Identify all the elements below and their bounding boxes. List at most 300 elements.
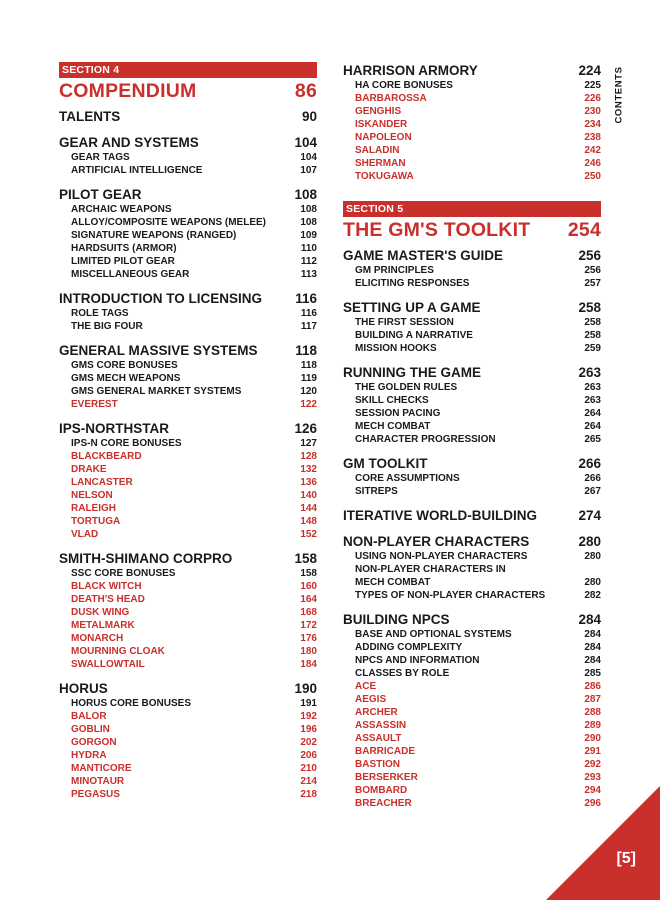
entry-label: SITREPS [355, 486, 398, 497]
entry-page: 226 [584, 93, 601, 104]
entry-page: 256 [584, 265, 601, 276]
entry-label: BARBAROSSA [355, 93, 427, 104]
entry-page: 120 [300, 386, 317, 397]
entry-page: 119 [300, 373, 317, 384]
entry-page: 246 [584, 158, 601, 169]
heading-title: IPS-NORTHSTAR [59, 421, 169, 436]
toc-entry[interactable] [59, 242, 317, 255]
toc-entry[interactable] [343, 407, 601, 420]
toc-entry[interactable] [343, 381, 601, 394]
entry-page: 172 [300, 620, 317, 631]
entry-label: MISCELLANEOUS GEAR [71, 269, 190, 280]
heading-page: 224 [578, 63, 601, 78]
entry-label: BLACKBEARD [71, 451, 142, 462]
entry-label: MECH COMBAT [355, 421, 431, 432]
toc-group [343, 364, 601, 446]
toc-entry[interactable] [59, 450, 317, 463]
entry-page: 128 [300, 451, 317, 462]
entry-page: 290 [584, 733, 601, 744]
entry-label: MOURNING CLOAK [71, 646, 165, 657]
entry-label: SESSION PACING [355, 408, 441, 419]
entry-label: SWALLOWTAIL [71, 659, 145, 670]
heading-title: SETTING UP A GAME [343, 300, 481, 315]
toc-entry[interactable] [343, 472, 601, 485]
entry-page: 296 [584, 798, 601, 809]
toc-entry[interactable] [343, 264, 601, 277]
toc-heading[interactable] [343, 364, 601, 381]
heading-title: GENERAL MASSIVE SYSTEMS [59, 343, 258, 358]
section-5-title[interactable] [343, 217, 601, 243]
entry-page: 293 [584, 772, 601, 783]
toc-entry[interactable] [343, 144, 601, 157]
entry-page: 264 [584, 408, 601, 419]
toc-entry[interactable] [59, 515, 317, 528]
entry-page: 160 [300, 581, 317, 592]
contents-side-label [612, 60, 626, 130]
toc-entry[interactable] [59, 645, 317, 658]
entry-page: 257 [584, 278, 601, 289]
toc-heading[interactable] [59, 550, 317, 567]
toc-entry[interactable] [59, 593, 317, 606]
toc-entry[interactable] [343, 550, 601, 563]
entry-label: BLACK WITCH [71, 581, 142, 592]
entry-label: BASTION [355, 759, 400, 770]
entry-page: 109 [300, 230, 317, 241]
toc-entry[interactable] [343, 277, 601, 290]
entry-page: 144 [300, 503, 317, 514]
toc-heading[interactable] [343, 247, 601, 264]
toc-group [59, 290, 317, 333]
toc-entry[interactable] [343, 628, 601, 641]
entry-label: BALOR [71, 711, 107, 722]
entry-label: VLAD [71, 529, 99, 540]
entry-label: RALEIGH [71, 503, 116, 514]
entry-page: 266 [584, 473, 601, 484]
entry-label: DEATH'S HEAD [71, 594, 145, 605]
heading-title: NON-PLAYER CHARACTERS [343, 534, 530, 549]
toc-entry[interactable] [343, 693, 601, 706]
heading-page: 258 [578, 300, 601, 315]
toc-entry[interactable] [59, 502, 317, 515]
entry-page: 206 [300, 750, 317, 761]
toc-heading[interactable] [59, 108, 317, 125]
entry-page: 287 [584, 694, 601, 705]
entry-label: MISSION HOOKS [355, 343, 437, 354]
entry-page: 116 [300, 308, 317, 319]
entry-page: 168 [300, 607, 317, 618]
entry-label: BARRICADE [355, 746, 415, 757]
toc-entry[interactable] [59, 307, 317, 320]
entry-page: 132 [300, 464, 317, 475]
entry-label: NON-PLAYER CHARACTERS IN [355, 564, 506, 575]
toc-group [59, 680, 317, 801]
section-4-title[interactable] [59, 78, 317, 104]
entry-label: CHARACTER PROGRESSION [355, 434, 496, 445]
section-title-text: COMPENDIUM [59, 80, 197, 102]
entry-label: NPCS AND INFORMATION [355, 655, 480, 666]
heading-page: 104 [294, 135, 317, 150]
toc-group [343, 533, 601, 602]
toc-entry[interactable] [343, 118, 601, 131]
entry-label: THE BIG FOUR [71, 321, 143, 332]
entry-page: 148 [300, 516, 317, 527]
heading-page: 116 [295, 291, 317, 306]
entry-label: DRAKE [71, 464, 107, 475]
toc-entry[interactable] [59, 164, 317, 177]
entry-page: 225 [584, 80, 601, 91]
entry-page: 158 [300, 568, 317, 579]
toc-entry[interactable] [59, 268, 317, 281]
heading-title: RUNNING THE GAME [343, 365, 481, 380]
toc-entry[interactable] [59, 489, 317, 502]
entry-label: ACE [355, 681, 377, 692]
section-4-label: SECTION 4 [59, 62, 317, 78]
toc-entry[interactable] [343, 732, 601, 745]
entry-page: 294 [584, 785, 601, 796]
entry-label: HA CORE BONUSES [355, 80, 453, 91]
toc-entry[interactable] [59, 216, 317, 229]
toc-entry[interactable] [59, 697, 317, 710]
entry-page: 140 [300, 490, 317, 501]
toc-heading[interactable] [343, 455, 601, 472]
toc-heading[interactable] [59, 134, 317, 151]
entry-label: BASE AND OPTIONAL SYSTEMS [355, 629, 512, 640]
entry-page: 286 [584, 681, 601, 692]
entry-label: ALLOY/COMPOSITE WEAPONS (MELEE) [71, 217, 267, 228]
entry-label: LANCASTER [71, 477, 133, 488]
entry-page: 258 [584, 330, 601, 341]
entry-label: NELSON [71, 490, 113, 501]
toc-heading[interactable] [343, 533, 601, 550]
entry-label: MANTICORE [71, 763, 132, 774]
toc-entry[interactable] [59, 606, 317, 619]
entry-label: GMS CORE BONUSES [71, 360, 178, 371]
toc-entry[interactable] [59, 762, 317, 775]
heading-page: 118 [295, 343, 317, 358]
entry-label: GENGHIS [355, 106, 402, 117]
entry-label: SALADIN [355, 145, 400, 156]
heading-title: ITERATIVE WORLD-BUILDING [343, 508, 537, 523]
entry-page: 202 [300, 737, 317, 748]
heading-title: SMITH-SHIMANO CORPRO [59, 551, 233, 566]
entry-label: ELICITING RESPONSES [355, 278, 470, 289]
entry-page: 265 [584, 434, 601, 445]
toc-heading[interactable] [343, 299, 601, 316]
entry-page: 110 [300, 243, 317, 254]
entry-label: METALMARK [71, 620, 135, 631]
entry-label: EVEREST [71, 399, 118, 410]
entry-page: 285 [584, 668, 601, 679]
toc-entry[interactable] [59, 229, 317, 242]
section-title-text: THE GM'S TOOLKIT [343, 219, 531, 241]
left-column [59, 62, 317, 810]
toc-entry[interactable] [59, 528, 317, 541]
toc-entry[interactable] [59, 567, 317, 580]
entry-page: 136 [300, 477, 317, 488]
toc-entry[interactable] [59, 398, 317, 411]
entry-page: 284 [584, 655, 601, 666]
entry-page: 184 [300, 659, 317, 670]
toc-entry[interactable] [343, 706, 601, 719]
entry-label: HORUS CORE BONUSES [71, 698, 192, 709]
toc-entry[interactable] [343, 680, 601, 693]
toc-group [343, 455, 601, 498]
toc-entry[interactable] [343, 79, 601, 92]
toc-entry[interactable] [343, 420, 601, 433]
entry-page: 108 [300, 204, 317, 215]
toc-entry[interactable] [59, 372, 317, 385]
entry-label: CORE ASSUMPTIONS [355, 473, 460, 484]
toc-heading[interactable] [343, 507, 601, 524]
entry-label: MONARCH [71, 633, 124, 644]
entry-label: MINOTAUR [71, 776, 125, 787]
toc-entry[interactable] [59, 203, 317, 216]
entry-page: 284 [584, 629, 601, 640]
entry-page: 288 [584, 707, 601, 718]
entry-label: GMS MECH WEAPONS [71, 373, 181, 384]
toc-entry[interactable] [59, 775, 317, 788]
toc-heading[interactable] [59, 420, 317, 437]
entry-page: 176 [300, 633, 317, 644]
heading-title: GAME MASTER'S GUIDE [343, 248, 503, 263]
toc-entry[interactable] [343, 758, 601, 771]
toc-group [59, 108, 317, 125]
entry-label: ASSASSIN [355, 720, 407, 731]
toc-entry[interactable] [59, 736, 317, 749]
entry-label: TYPES OF NON-PLAYER CHARACTERS [355, 590, 546, 601]
entry-page: 263 [584, 395, 601, 406]
entry-page: 112 [300, 256, 317, 267]
entry-page: 230 [584, 106, 601, 117]
heading-title: GEAR AND SYSTEMS [59, 135, 199, 150]
heading-page: 256 [578, 248, 601, 263]
toc-group [59, 420, 317, 541]
entry-page: 104 [300, 152, 317, 163]
toc-entry[interactable] [343, 92, 601, 105]
heading-title: PILOT GEAR [59, 187, 142, 202]
entry-label: HARDSUITS (ARMOR) [71, 243, 177, 254]
toc-group [343, 299, 601, 355]
entry-label: USING NON-PLAYER CHARACTERS [355, 551, 528, 562]
section-5-label: SECTION 5 [343, 201, 601, 217]
entry-page: 117 [300, 321, 317, 332]
entry-page: 280 [584, 577, 601, 588]
heading-title: HARRISON ARMORY [343, 63, 478, 78]
entry-page: 180 [300, 646, 317, 657]
toc-entry[interactable] [59, 151, 317, 164]
page-number: [5] [616, 850, 636, 867]
entry-page: 214 [300, 776, 317, 787]
entry-page: 127 [300, 438, 317, 449]
entry-page: 264 [584, 421, 601, 432]
entry-page: 234 [584, 119, 601, 130]
entry-label: SKILL CHECKS [355, 395, 429, 406]
entry-label: GM PRINCIPLES [355, 265, 434, 276]
toc-group [343, 247, 601, 290]
entry-label: TORTUGA [71, 516, 121, 527]
toc-entry[interactable] [343, 342, 601, 355]
entry-label: SSC CORE BONUSES [71, 568, 176, 579]
entry-label: BOMBARD [355, 785, 408, 796]
toc-entry[interactable] [59, 658, 317, 671]
entry-label: ASSAULT [355, 733, 402, 744]
toc-entry[interactable] [59, 632, 317, 645]
toc-entry[interactable] [59, 580, 317, 593]
heading-title: TALENTS [59, 109, 121, 124]
entry-page: 164 [300, 594, 317, 605]
entry-label: SIGNATURE WEAPONS (RANGED) [71, 230, 237, 241]
entry-label: NAPOLEON [355, 132, 412, 143]
entry-page: 192 [300, 711, 317, 722]
toc-heading[interactable] [59, 290, 317, 307]
entry-page: 284 [584, 642, 601, 653]
toc-entry[interactable] [343, 329, 601, 342]
section-title-page: 86 [294, 80, 317, 102]
entry-page: 122 [300, 399, 317, 410]
contents-label-text: CONTENTS [613, 66, 625, 124]
entry-page: 292 [584, 759, 601, 770]
toc-entry[interactable] [343, 641, 601, 654]
heading-page: 126 [294, 421, 317, 436]
entry-label: BREACHER [355, 798, 412, 809]
section-title-page: 254 [567, 219, 601, 241]
entry-label: BERSERKER [355, 772, 418, 783]
entry-label: ARCHAIC WEAPONS [71, 204, 172, 215]
entry-page: 108 [300, 217, 317, 228]
entry-page: 263 [584, 382, 601, 393]
entry-page: 238 [584, 132, 601, 143]
toc-group [343, 507, 601, 524]
heading-page: 274 [578, 508, 601, 523]
entry-label: CLASSES BY ROLE [355, 668, 450, 679]
toc-entry[interactable] [343, 667, 601, 680]
toc-entry[interactable] [343, 485, 601, 498]
toc-heading[interactable] [343, 611, 601, 628]
toc-entry[interactable] [59, 320, 317, 333]
toc-heading[interactable] [59, 342, 317, 359]
heading-page: 190 [294, 681, 317, 696]
toc-group [59, 186, 317, 281]
toc-entry[interactable] [343, 170, 601, 183]
toc-group [59, 550, 317, 671]
toc-entry[interactable] [343, 589, 601, 602]
entry-label: ADDING COMPLEXITY [355, 642, 463, 653]
toc-entry[interactable] [59, 723, 317, 736]
entry-page: 280 [584, 551, 601, 562]
section-4-groups [59, 108, 317, 801]
entry-page: 242 [584, 145, 601, 156]
heading-page: 284 [578, 612, 601, 627]
entry-page: 258 [584, 317, 601, 328]
entry-label: MECH COMBAT [355, 577, 431, 588]
entry-label: IPS-N CORE BONUSES [71, 438, 182, 449]
toc-entry[interactable] [59, 359, 317, 372]
toc-heading[interactable] [59, 186, 317, 203]
heading-page: 263 [578, 365, 601, 380]
entry-label: BUILDING A NARRATIVE [355, 330, 473, 341]
heading-title: BUILDING NPCS [343, 612, 450, 627]
toc-entry[interactable] [59, 476, 317, 489]
entry-label: ARTIFICIAL INTELLIGENCE [71, 165, 203, 176]
entry-label: DUSK WING [71, 607, 130, 618]
toc-entry[interactable] [59, 385, 317, 398]
entry-label: GORGON [71, 737, 117, 748]
toc-entry[interactable] [343, 131, 601, 144]
entry-label: GOBLIN [71, 724, 110, 735]
entry-page: 196 [300, 724, 317, 735]
entry-label: THE FIRST SESSION [355, 317, 454, 328]
toc-entry[interactable] [343, 105, 601, 118]
toc-entry[interactable] [343, 394, 601, 407]
section-5-groups [343, 247, 601, 810]
entry-label: PEGASUS [71, 789, 120, 800]
toc-entry[interactable] [59, 619, 317, 632]
heading-page: 90 [301, 109, 317, 124]
toc-entry[interactable] [343, 745, 601, 758]
entry-label: SHERMAN [355, 158, 406, 169]
toc-entry[interactable] [343, 654, 601, 667]
entry-page: 289 [584, 720, 601, 731]
entry-page: 291 [584, 746, 601, 757]
entry-label: GEAR TAGS [71, 152, 130, 163]
entry-page: 250 [584, 171, 601, 182]
toc-entry[interactable] [59, 437, 317, 450]
entry-page: 210 [300, 763, 317, 774]
toc-group [59, 342, 317, 411]
entry-page: 191 [300, 698, 317, 709]
toc-entry[interactable] [343, 157, 601, 170]
toc-entry[interactable] [343, 576, 601, 589]
entry-label: HYDRA [71, 750, 107, 761]
right-column [343, 62, 601, 819]
entry-page: 107 [300, 165, 317, 176]
corner-triangle [546, 786, 660, 900]
entry-page: 218 [300, 789, 317, 800]
heading-title: INTRODUCTION TO LICENSING [59, 291, 263, 306]
toc-group [343, 62, 601, 183]
toc-group [343, 611, 601, 810]
entry-label: THE GOLDEN RULES [355, 382, 458, 393]
toc-entry[interactable] [343, 433, 601, 446]
entry-page: 282 [584, 590, 601, 601]
entry-label: AEGIS [355, 694, 387, 705]
heading-page: 108 [294, 187, 317, 202]
harrison-armory-group [343, 62, 601, 183]
toc-entry[interactable] [343, 316, 601, 329]
toc-heading[interactable] [343, 62, 601, 79]
entry-page: 259 [584, 343, 601, 354]
toc-entry[interactable] [59, 749, 317, 762]
entry-page: 152 [300, 529, 317, 540]
toc-group [59, 134, 317, 177]
toc-entry[interactable] [59, 710, 317, 723]
entry-label: LIMITED PILOT GEAR [71, 256, 175, 267]
entry-page: 113 [300, 269, 317, 280]
entry-page: 267 [584, 486, 601, 497]
toc-entry[interactable] [59, 255, 317, 268]
toc-entry[interactable] [59, 788, 317, 801]
toc-entry[interactable] [343, 771, 601, 784]
heading-page: 158 [294, 551, 317, 566]
entry-label: ROLE TAGS [71, 308, 129, 319]
toc-heading[interactable] [59, 680, 317, 697]
toc-entry[interactable] [59, 463, 317, 476]
heading-title: HORUS [59, 681, 108, 696]
heading-title: GM TOOLKIT [343, 456, 428, 471]
toc-entry[interactable] [343, 719, 601, 732]
toc-entry[interactable] [343, 563, 601, 576]
entry-label: ARCHER [355, 707, 398, 718]
